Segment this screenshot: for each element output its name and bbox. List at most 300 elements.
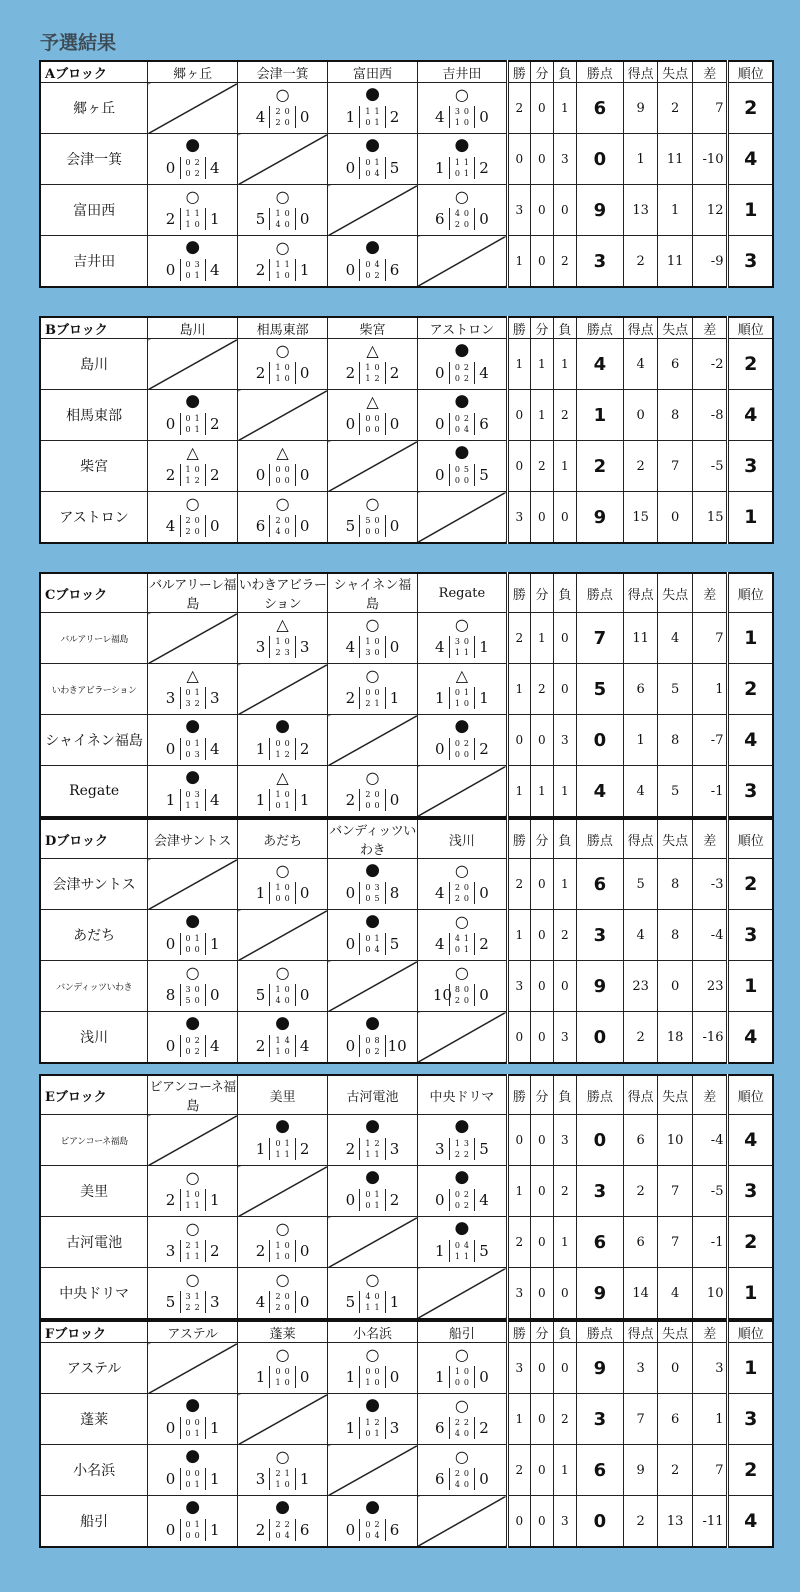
half-value: 0 [284,475,290,485]
half-scores [359,1035,385,1057]
match-result [328,910,418,961]
goals-against: 2 [209,414,220,433]
col-header-rank: 順位 [728,1075,773,1115]
col-header-rank: 順位 [728,1321,773,1343]
goal-difference: 7 [692,613,728,664]
match-result-inner [328,1496,417,1546]
half-scores [359,636,385,658]
half-scores [180,738,206,760]
win-mark: ○ [185,187,200,206]
score [164,1288,222,1315]
half-value: 0 [374,362,380,372]
wins: 1 [507,766,530,818]
match-result-inner [238,185,327,235]
half-value: 1 [185,219,191,229]
half-value: 0 [284,893,290,903]
first-half [363,1138,381,1149]
match-result [238,1115,328,1166]
points: 0 [576,1496,623,1548]
team-name: Regate [40,766,148,818]
match-result [238,766,328,818]
half-scores [359,1519,385,1541]
half-value: 2 [463,413,469,423]
half-value: 2 [365,789,371,799]
goals-against: 3 [389,1139,400,1158]
goals-against: 1 [209,209,220,228]
team-header: 富田西 [328,61,418,83]
goals-scored: 3 [623,1343,658,1394]
match-result [148,664,238,715]
rank: 2 [728,859,773,910]
half-value: 1 [374,1428,380,1438]
first-half [273,1035,291,1046]
second-half [363,1530,381,1541]
match-result-inner [328,339,417,389]
col-header-diff: 差 [692,573,728,613]
goals-against: 5 [479,465,489,484]
self-cell [238,1166,328,1217]
goal-difference: 3 [692,1343,728,1394]
match-result [328,492,418,544]
half-value: 1 [374,157,380,167]
goals-for: 5 [345,516,356,535]
match-result [238,715,328,766]
col-header-points: 勝点 [576,819,623,859]
match-result [417,339,507,390]
half-value: 1 [463,647,469,657]
match-result [417,715,507,766]
half-value: 2 [374,373,380,383]
half-value: 0 [284,362,290,372]
goals-conceded: 8 [658,715,693,766]
goals-conceded: 11 [658,236,693,288]
half-value: 1 [194,1251,200,1261]
half-value: 2 [463,738,469,748]
half-value: 1 [185,1189,191,1199]
match-result [238,441,328,492]
half-value: 4 [275,995,281,1005]
half-scores [449,464,475,486]
goals-for: 3 [165,688,176,707]
half-value: 0 [365,800,371,810]
team-name: 相馬東部 [40,390,148,441]
score [253,205,311,232]
half-value: 2 [275,515,281,525]
score [433,1414,491,1441]
half-scores [180,1519,206,1541]
half-value: 8 [454,984,460,994]
second-half [273,1302,291,1313]
half-value: 4 [463,1240,469,1250]
goals-against: 1 [299,260,310,279]
team-header: 会津一箕 [238,61,328,83]
match-result [328,664,418,715]
goals-against: 0 [479,107,489,126]
half-scores [449,362,475,384]
match-result [238,1217,328,1268]
match-result [417,1394,507,1445]
goals-against: 0 [209,516,220,535]
half-value: 3 [284,647,290,657]
half-value: 2 [275,1468,281,1478]
draws: 0 [530,236,553,288]
goal-difference: -10 [692,134,728,185]
half-value: 0 [454,413,460,423]
col-header-gf: 得点 [623,317,658,339]
match-result [148,1217,238,1268]
goals-against: 2 [389,1190,400,1209]
col-header-ga: 失点 [658,573,693,613]
match-result [328,1166,418,1217]
half-value: 1 [275,373,281,383]
half-value: 2 [454,1149,460,1159]
goals-for: 0 [165,260,176,279]
half-value: 1 [185,464,191,474]
half-value: 0 [463,1377,469,1387]
match-result-inner [418,1217,506,1267]
half-value: 0 [284,636,290,646]
wins: 3 [507,1343,530,1394]
goals-against: 2 [209,465,220,484]
team-name: 島川 [40,339,148,390]
second-half [453,647,471,658]
first-half [363,1189,381,1200]
loss-mark: ● [454,1116,470,1136]
win-mark: ○ [275,861,290,880]
second-half [273,219,291,230]
first-half [453,636,471,647]
col-header-points: 勝点 [576,573,623,613]
first-half [273,984,291,995]
match-result-inner [418,715,506,765]
goals-for: 6 [435,1469,445,1488]
goals-against: 2 [299,739,310,758]
half-value: 2 [284,749,290,759]
half-value: 1 [275,636,281,646]
half-value: 2 [463,1149,469,1159]
wins: 0 [507,441,530,492]
win-mark: ○ [185,1168,200,1187]
half-value: 0 [194,464,200,474]
half-value: 2 [194,168,200,178]
half-value: 2 [185,526,191,536]
goals-against: 6 [479,414,489,433]
goals-against: 0 [209,985,220,1004]
first-half [273,259,291,270]
match-result-inner [148,1496,237,1546]
match-result-inner [328,1012,417,1062]
group-table [39,316,774,544]
half-value: 0 [365,1200,371,1210]
first-half [184,1189,202,1200]
half-value: 1 [275,789,281,799]
goals-for: 4 [345,637,356,656]
score [433,1186,491,1213]
score [164,684,222,711]
goals-against: 6 [389,1520,400,1539]
goals-against: 2 [479,158,489,177]
match-result [148,1166,238,1217]
first-half [363,157,381,168]
match-result-inner [238,339,327,389]
goals-for: 1 [345,107,356,126]
half-value: 0 [275,1366,281,1376]
half-value: 2 [365,698,371,708]
half-value: 0 [284,117,290,127]
half-value: 1 [194,208,200,218]
match-result-inner [238,1115,327,1165]
team-name: 会津一箕 [40,134,148,185]
col-header-points: 勝点 [576,1075,623,1115]
goals-for: 0 [345,260,356,279]
half-value: 2 [284,1519,290,1529]
match-result-inner [328,613,417,663]
goals-scored: 13 [623,185,658,236]
half-value: 0 [374,789,380,799]
match-result-inner [418,390,506,440]
goals-conceded: 4 [658,1268,693,1320]
half-value: 0 [194,515,200,525]
match-result [238,339,328,390]
points: 0 [576,134,623,185]
loss-mark: ● [185,1013,201,1033]
half-scores [359,687,385,709]
first-half [453,464,471,475]
match-result [417,664,507,715]
half-scores [449,636,475,658]
first-half [273,882,291,893]
rank: 1 [728,1343,773,1394]
half-value: 1 [275,259,281,269]
match-result-inner [328,1166,417,1216]
win-mark: ○ [454,187,469,206]
team-header: アステル [148,1321,238,1343]
half-scores [180,515,206,537]
half-value: 1 [374,1200,380,1210]
match-result-inner [148,441,237,491]
first-half [453,984,471,995]
losses: 1 [553,1217,576,1268]
half-value: 0 [284,270,290,280]
half-value: 4 [284,1530,290,1540]
self-cell [238,134,328,185]
block-name: Bブロック [40,317,148,339]
match-result-inner [148,961,237,1011]
rank: 2 [728,1217,773,1268]
goals-for: 1 [435,1367,445,1386]
points: 1 [576,390,623,441]
goal-difference: -1 [692,1217,728,1268]
loss-mark: ● [275,1013,290,1033]
match-result [417,1445,507,1496]
half-value: 0 [365,259,371,269]
goals-scored: 14 [623,1268,658,1320]
half-value: 2 [454,219,460,229]
half-value: 1 [275,1046,281,1056]
half-value: 0 [284,219,290,229]
half-value: 2 [454,893,460,903]
goals-against: 0 [479,1469,489,1488]
goals-for: 2 [165,209,176,228]
wins: 2 [507,1445,530,1496]
first-half [273,1519,291,1530]
second-half [184,1428,202,1439]
score [343,786,401,813]
win-mark: ○ [365,615,380,634]
half-value: 0 [374,1291,380,1301]
second-half [273,1251,291,1262]
wins: 0 [507,1012,530,1064]
goals-for: 1 [345,1367,356,1386]
half-scores [449,1189,475,1211]
match-result-inner [418,134,506,184]
half-value: 0 [374,1366,380,1376]
wins: 1 [507,910,530,961]
second-half [184,698,202,709]
match-result [238,185,328,236]
losses: 3 [553,1496,576,1548]
half-value: 2 [275,106,281,116]
goals-for: 2 [165,1190,176,1209]
wins: 2 [507,83,530,134]
goals-against: 0 [299,883,310,902]
rank: 4 [728,1115,773,1166]
match-result [328,83,418,134]
half-scores [269,789,295,811]
header-row [40,61,773,83]
half-value: 1 [454,157,460,167]
half-value: 1 [365,1138,371,1148]
points: 6 [576,83,623,134]
first-half [453,1468,471,1479]
half-value: 1 [275,208,281,218]
first-half [363,362,381,373]
wins: 2 [507,1217,530,1268]
col-header-rank: 順位 [728,819,773,859]
half-value: 0 [365,1189,371,1199]
table-row [40,910,773,961]
half-value: 3 [365,647,371,657]
win-mark: ○ [365,768,380,787]
losses: 2 [553,236,576,288]
loss-mark: ● [365,1013,380,1033]
second-half [273,475,291,486]
table-row [40,961,773,1012]
goals-for: 1 [435,1241,445,1260]
half-value: 0 [374,515,380,525]
half-value: 2 [463,1200,469,1210]
goals-against: 1 [209,1469,220,1488]
points: 4 [576,339,623,390]
half-value: 0 [365,157,371,167]
first-half [273,515,291,526]
rank: 1 [728,961,773,1012]
first-half [184,208,202,219]
goals-conceded: 2 [658,1445,693,1496]
half-scores [449,738,475,760]
match-result-inner [418,441,506,491]
self-cell [238,1394,328,1445]
score [433,633,491,660]
half-value: 1 [463,157,469,167]
half-value: 0 [454,944,460,954]
win-mark: ○ [185,494,200,513]
score [343,633,401,660]
score [343,1516,401,1543]
half-value: 0 [365,687,371,697]
match-result [148,961,238,1012]
table-row [40,1445,773,1496]
match-result [148,910,238,961]
half-value: 0 [463,749,469,759]
draw-mark: △ [455,666,469,685]
half-value: 0 [463,995,469,1005]
col-header-win: 勝 [507,819,530,859]
points: 3 [576,1394,623,1445]
goals-against: 1 [389,1292,400,1311]
half-value: 0 [463,1479,469,1489]
group-table [39,60,774,288]
half-value: 1 [194,1519,200,1529]
goals-against: 0 [479,1367,489,1386]
team-name: 小名浜 [40,1445,148,1496]
goals-against: 0 [389,1367,400,1386]
half-value: 4 [365,1291,371,1301]
goals-conceded: 7 [658,1166,693,1217]
match-result [238,1496,328,1548]
half-value: 1 [194,1291,200,1301]
page-title: 予選結果 [40,32,117,54]
half-value: 1 [275,1251,281,1261]
half-value: 0 [185,424,191,434]
draws: 2 [530,664,553,715]
match-result-inner [148,236,237,286]
points: 9 [576,492,623,544]
points: 6 [576,1445,623,1496]
half-value: 0 [185,270,191,280]
score [253,1237,311,1264]
loss-mark: ● [365,1497,380,1517]
goals-for: 0 [435,465,445,484]
rank: 4 [728,1012,773,1064]
match-result-inner [328,492,417,542]
goals-for: 2 [255,260,266,279]
col-header-draw: 分 [530,1321,553,1343]
score [343,410,401,437]
wins: 0 [507,1496,530,1548]
col-header-loss: 負 [553,819,576,859]
score [164,512,222,539]
goals-for: 2 [165,465,176,484]
col-header-draw: 分 [530,61,553,83]
second-half [273,1377,291,1388]
loss-mark: ● [185,135,201,155]
match-result-inner [418,1445,506,1495]
half-value: 1 [284,259,290,269]
second-half [184,475,202,486]
losses: 1 [553,859,576,910]
losses: 3 [553,1115,576,1166]
match-result-inner [238,1496,327,1546]
first-half [184,1519,202,1530]
wins: 2 [507,859,530,910]
table-row [40,1394,773,1445]
goal-difference: 10 [692,1268,728,1320]
goals-scored: 6 [623,664,658,715]
match-result-inner [148,766,237,816]
half-value: 1 [463,1251,469,1261]
rank: 4 [728,134,773,185]
